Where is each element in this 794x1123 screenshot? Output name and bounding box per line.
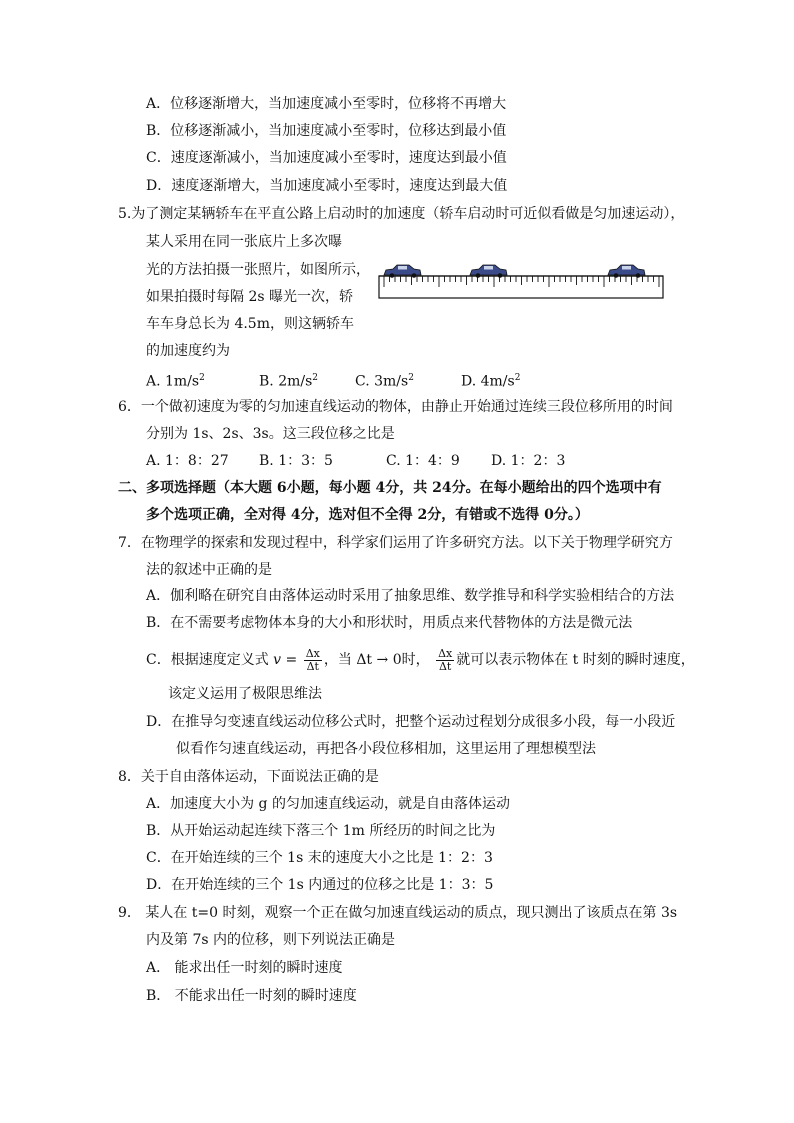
q7-option-c: C．根据速度定义式 v = $\frac{\Delta x}{\Delta t}$ ，当 Δt → 0时， $\frac{\Delta x}{\Delta t}$ 就可以表示物体在 t 时刻的瞬时速度， [146, 646, 695, 673]
q4-option-c: C．速度逐渐减小，当加速度减小至零时，速度达到最小值 [146, 150, 507, 166]
q9-option-a: A． 能求出任一时刻的瞬时速度 [146, 960, 343, 976]
q7-option-a: A．伽利略在研究自由落体运动时采用了抽象思维、数学推导和科学实验相结合的方法 [146, 588, 675, 604]
fraction: $\frac{\Delta x}{\Delta t}$ [305, 646, 320, 673]
q8-option-d: D．在开始连续的三个 1s 内通过的位移之比是 1：3：5 [146, 877, 494, 893]
q5-option-a: A. $1m/s^2$ [146, 373, 205, 390]
q7-option-d-line2: 似看作匀速直线运动，再把各小段位移相加，这里运用了理想模型法 [176, 741, 596, 757]
q5-stem-line2: 某人采用在同一张底片上多次曝 [146, 234, 342, 250]
q7-stem-line1: 7．在物理学的探索和发现过程中，科学家们运用了许多研究方法。以下关于物理学研究方 [118, 535, 673, 551]
q6-stem-line1: 6．一个做初速度为零的匀加速直线运动的物体，由静止开始通过连续三段位移所用的时间 [118, 399, 673, 415]
q5-option-b: B. $2m/s^2$ [259, 373, 319, 390]
q7-stem-line2: 法的叙述中正确的是 [146, 562, 272, 578]
q5-stem-line5: 车车身总长为 4.5m，则这辆轿车 [146, 316, 354, 332]
q8-option-b: B．从开始运动起连续下落三个 1m 所经历的时间之比为 [146, 823, 496, 839]
q8-option-c: C．在开始连续的三个 1s 末的速度大小之比是 1：2：3 [146, 850, 493, 866]
q5-stem-line6: 的加速度约为 [146, 343, 230, 359]
q7-option-d-line1: D．在推导匀变速直线运动位移公式时，把整个运动过程划分成很多小段，每一小段近 [146, 714, 676, 730]
q7-option-b: B．在不需要考虑物体本身的大小和形状时，用质点来代替物体的方法是微元法 [146, 615, 633, 631]
q8-stem: 8．关于自由落体运动，下面说法正确的是 [118, 769, 379, 785]
section-heading-line1: 二、多项选择题（本大题 6小题，每小题 4分，共 24分。在每小题给出的四个选项中有 [118, 480, 662, 496]
q5-option-c: C. $3m/s^2$ [355, 373, 414, 390]
q6-option-d: D. 1：2：3 [491, 453, 566, 469]
q6-option-b: B. 1：3：5 [259, 453, 333, 469]
q4-option-d: D．速度逐渐增大，当加速度减小至零时，速度达到最大值 [146, 178, 508, 194]
q5-stem-line4: 如果拍摄时每隔 2s 曝光一次，轿 [146, 289, 353, 305]
q6-option-a: A. 1：8：27 [146, 453, 229, 469]
section-heading-line2: 多个选项正确，全对得 4分，选对但不全得 2分，有错或不选得 0分。） [146, 507, 589, 523]
car-ruler-figure [378, 256, 664, 300]
q6-option-c: C. 1：4：9 [386, 453, 460, 469]
q5-stem-line3: 光的方法拍摄一张照片，如图所示， [146, 262, 370, 278]
q6-stem-line2: 分别为 1s、2s、3s。这三段位移之比是 [146, 426, 395, 442]
q4-option-a: A．位移逐渐增大，当加速度减小至零时，位移将不再增大 [146, 96, 507, 112]
q5-stem-line1: 5.为了测定某辆轿车在平直公路上启动时的加速度（轿车启动时可近似看做是匀加速运动）， [118, 206, 685, 222]
q9-stem-line1: 9． 某人在 t=0 时刻，观察一个正在做匀加速直线运动的质点，现只测出了该质点在第 3s [118, 905, 678, 921]
q5-option-d: D. $4m/s^2$ [461, 373, 521, 390]
q8-option-a: A．加速度大小为 g 的匀加速直线运动，就是自由落体运动 [146, 796, 510, 812]
q9-stem-line2: 内及第 7s 内的位移，则下列说法正确是 [146, 932, 395, 948]
q7-option-c-line2: 该定义运用了极限思维法 [168, 686, 322, 702]
q4-option-b: B．位移逐渐减小，当加速度减小至零时，位移达到最小值 [146, 123, 507, 139]
fraction: $\frac{\Delta x}{\Delta t}$ [438, 646, 453, 673]
q9-option-b: B． 不能求出任一时刻的瞬时速度 [146, 988, 357, 1004]
